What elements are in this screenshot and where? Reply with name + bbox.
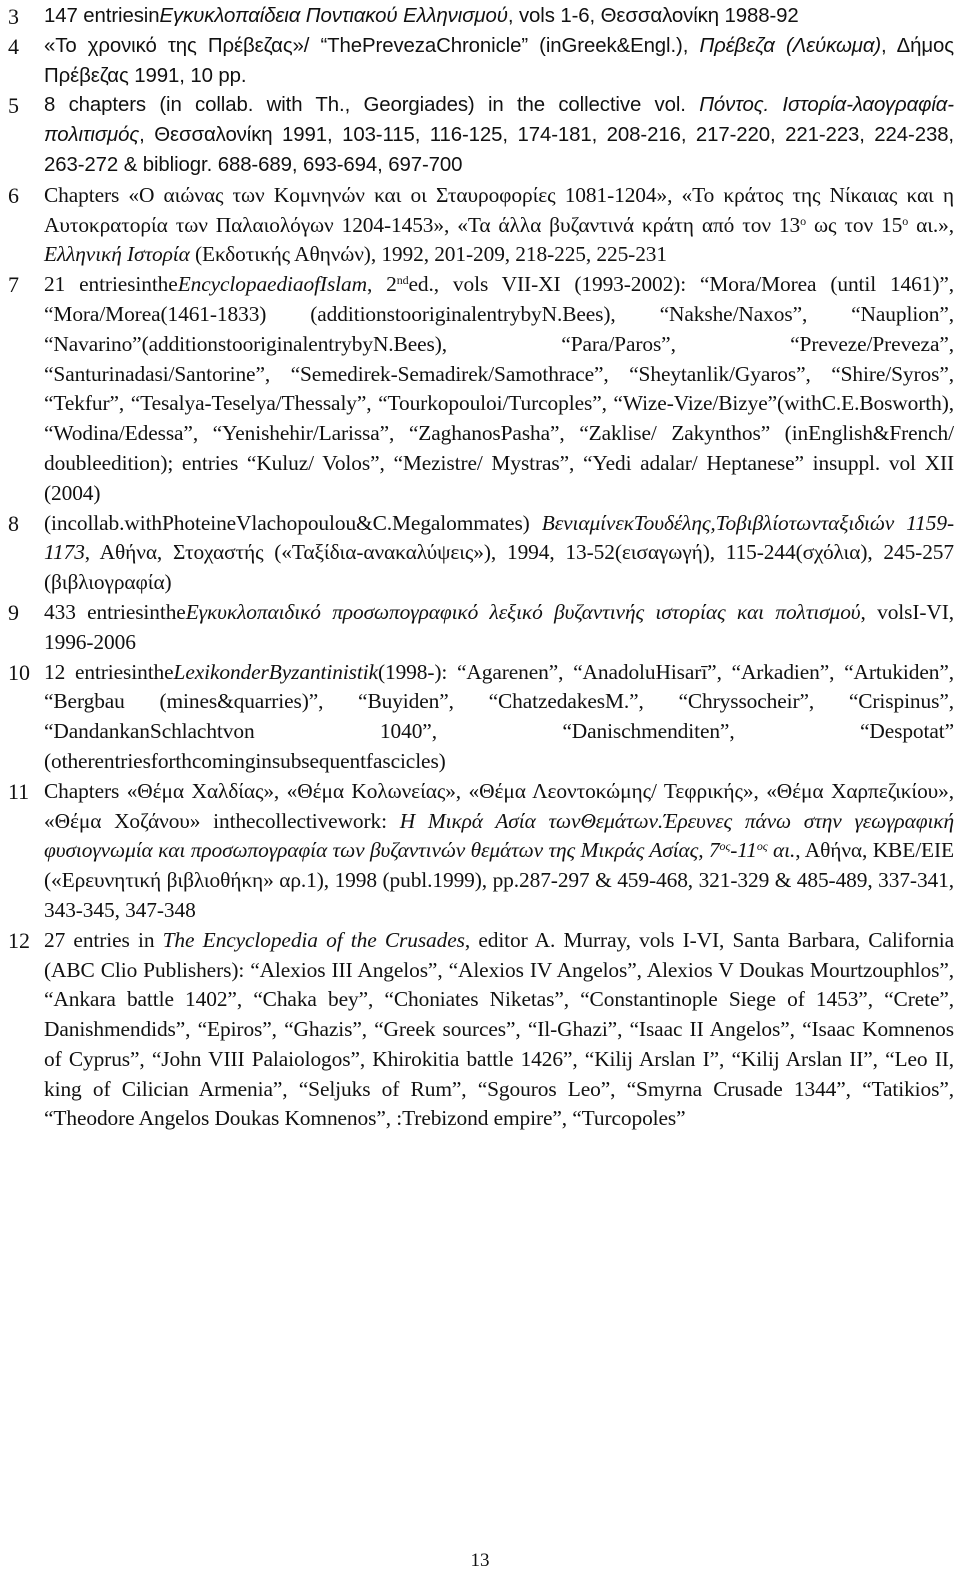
bibliography-entry — [8, 777, 954, 926]
entry-text — [44, 509, 954, 598]
entry-number: 3 — [8, 4, 19, 29]
italic-title-text: -11 — [730, 838, 757, 863]
italic-title-text: Εγκυκλοπαίδεια Ποντιακού Ελληνισμού — [159, 5, 508, 27]
entry-number: 9 — [8, 599, 19, 625]
page-number: 13 — [470, 1550, 490, 1571]
text-run: , Θεσσαλονίκη 1991, 103-115, 116-125, 174-181, 208-216, 217-220, 221-223, 224-238, 263-272 & bibliogr. 688-689, 693-694, 697-700 — [44, 124, 954, 176]
italic-title-text: ΒενιαμίνεκΤουδέλης,Τοβιβλίοτωνταξιδιών 1159-1173 — [44, 510, 954, 565]
entry-text — [44, 181, 954, 270]
text-run: (1998-): “Agarenen”, “AnadoluHisarī”, “Arkadien”, “Artukiden”, “Bergbau (mines&quarries)”, “Buyiden”, “ChatzedakesM.”, “Chryssocheir”, “Crispinus”, “DandankanSchlachtvon 1040”, “Danischmenditen”, “Despotat” (otherentriesforthcominginsubsequentfascicles) — [44, 659, 954, 773]
entry-text — [44, 658, 954, 777]
text-run: ed., vols VII-XI (1993-2002): “Mora/Morea (until 1461)”, “Mora/Morea(1461-1833) (additionstooriginalentrybyN.Bees), “Nakshe/Naxos”, “Nauplion”, “Navarino”(additionstooriginalentrybyN.Bees), “Para/Paros”, “Preveze/Preveza”, “Santurinadasi/Santorine”, “Semedirek-Semadirek/Samothrace”, “Sheytanlik/Gyaros”, “Shire/Syros”, “Tekfur”, “Tesalya-Teselya/Thessaly”, “Tourkopouloi/Turcoples”, “Wize-Vize/Bizye”(withC.E.Bosworth), “Wodina/Edessa”, “Yenishehir/Larissa”, “ZaghanosPasha”, “Zaklise/ Zakynthos” (inEnglish&French/ doubleedition); entries “Kuluz/ Volos”, “Mezistre/ Mystras”, “Yedi adalar/ Heptanese” insuppl. vol XII (2004) — [44, 272, 955, 505]
italic-title-text: Ελληνική Ιστορία — [44, 242, 190, 267]
bibliography-entry — [8, 270, 954, 508]
text-run: «Το χρονικό της Πρέβεζας»/ “ThePrevezaChronicle” (inGreek&Engl.), — [44, 34, 700, 57]
bibliography-entry — [8, 598, 954, 658]
entry-number: 8 — [8, 510, 19, 536]
bibliography-entry — [8, 509, 954, 598]
entry-number: 5 — [8, 93, 19, 119]
bibliography-entry — [8, 658, 954, 777]
entry-number: 12 — [8, 927, 30, 953]
entry-text — [44, 777, 954, 926]
text-run: , volsI-VI, 1996-2006 — [44, 599, 955, 654]
text-run: 8 chapters (in collab. with Th., Georgiades) in the collective vol. — [44, 94, 700, 117]
italic-title-text: EncyclopaediaofIslam — [177, 272, 367, 297]
text-run: 433 entriesinthe — [44, 599, 186, 624]
text-run: (incollab.withPhoteineVlachopoulou&C.Megalommates) — [44, 510, 542, 535]
text-run: , 2 — [366, 272, 397, 297]
text-run: , editor A. Murray, vols I-VI, Santa Barbara, California (ABC Clio Publishers): “Alexios III Angelos”, “Alexios IV Angelos”, Alexios V Doukas Mourtzouphlos”, “Ankara battle 1402”, “Chaka bey”, “Choniates Niketas”, “Constantinople Siege of 1453”, “Crete”, Danishmendids”, “Epiros”, “Ghazis”, “Greek sources”, “Il-Ghazi”, “Isaac II Angelos”, “Isaac Komnenos of Cyprus”, “John VIII Palaiologos”, Khirokitia battle 1426”, “Kilij Arslan I”, “Kilij Arslan II”, “Leo II, king of Cilician Armenia”, “Seljuks of Rum”, “Sgouros Leo”, “Smyrna Crusade 1344”, “Tatikios”, “Theodore Angelos Doukas Komnenos”, :Trebizond empire”, “Turcopoles” — [44, 927, 954, 1131]
entry-number: 7 — [8, 272, 19, 298]
text-run: (Εκδοτικής Αθηνών), 1992, 201-209, 218-225, 225-231 — [189, 242, 667, 267]
text-run: 147 entriesin — [44, 5, 160, 27]
entry-text — [44, 926, 954, 1135]
superscript-text: ος — [719, 839, 731, 854]
superscript-text: ο — [902, 213, 909, 228]
italic-title-text: Πόντος. Ιστορία-λαογραφία-πολιτισμός — [44, 94, 954, 147]
text-run: , vols 1-6, Θεσσαλονίκη 1988-92 — [507, 5, 799, 27]
entry-text — [44, 270, 954, 508]
entry-number: 10 — [8, 659, 30, 685]
italic-title-text: Εγκυκλοπαιδικό προσωπογραφικό λεξικό βυζαντινής ιστορίας και πολτισμού — [185, 599, 861, 624]
bibliography-entry — [8, 926, 954, 1135]
entry-text — [44, 2, 954, 32]
entry-number: 4 — [8, 33, 19, 59]
entry-text — [44, 32, 954, 92]
superscript-text: nd — [396, 273, 409, 288]
italic-title-text: Πρέβεζα (Λεύκωμα) — [699, 34, 882, 57]
entry-number: 11 — [8, 778, 30, 804]
superscript-text: ο — [800, 213, 807, 228]
text-run: ως τον 15 — [806, 212, 903, 237]
bibliography-entry — [8, 32, 954, 92]
text-run: 21 entriesinthe — [44, 272, 178, 297]
italic-title-text: Η Μικρά Ασία τωνΘεμάτων.Έρευνες πάνω στην γεωγραφική φυσιογνωμία και προσωπογραφία των βυζαντινών θεμάτων της Μικράς Ασίας, 7 — [44, 808, 954, 863]
text-run: , Δήμος Πρέβεζας 1991, 10 pp. — [44, 34, 954, 87]
entry-text — [44, 91, 954, 180]
bibliography-entry — [8, 91, 954, 180]
text-run: 12 entriesinthe — [44, 659, 174, 684]
italic-title-text: The Encyclopedia of the Crusades — [162, 927, 465, 952]
text-run: αι.», — [908, 212, 954, 237]
text-run: , Αθήνα, ΚΒΕ/ΕΙΕ («Ερευνητική βιβλιοθήκη» αρ.1), 1998 (publ.1999), pp.287-297 & 459-468, 321-329 & 485-489, 337-341, 343-345, 347-348 — [44, 838, 954, 922]
text-run: Chapters «Ο αιώνας των Κομνηνών και οι Σταυροφορίες 1081-1204», «Το κράτος της Νίκαιας και η Αυτοκρατορία των Παλαιολόγων 1204-1453», «Τα άλλα βυζαντινά κράτη από τον 13 — [44, 182, 954, 237]
text-run: Chapters «Θέμα Χαλδίας», «Θέμα Κολωνείας», «Θέμα Λεοντοκώμης/ Τεφρικής», «Θέμα Χαρπεζικίου», «Θέμα Χοζάνου» inthecollectivework: — [44, 778, 954, 833]
text-run: 27 entries in — [44, 927, 163, 952]
superscript-text: ος — [756, 839, 768, 854]
bibliography-entry — [8, 2, 954, 32]
entry-text — [44, 598, 954, 658]
bibliography-list — [8, 2, 954, 1134]
italic-title-text: αι. — [767, 838, 796, 863]
entry-number: 6 — [8, 182, 19, 208]
italic-title-text: LexikonderByzantinistik — [173, 659, 378, 684]
bibliography-entry — [8, 181, 954, 270]
text-run: , Αθήνα, Στοχαστής («Ταξίδια-ανακαλύψεις»), 1994, 13-52(εισαγωγή), 115-244(σχόλια), 245-257 (βιβλιογραφία) — [44, 540, 954, 595]
